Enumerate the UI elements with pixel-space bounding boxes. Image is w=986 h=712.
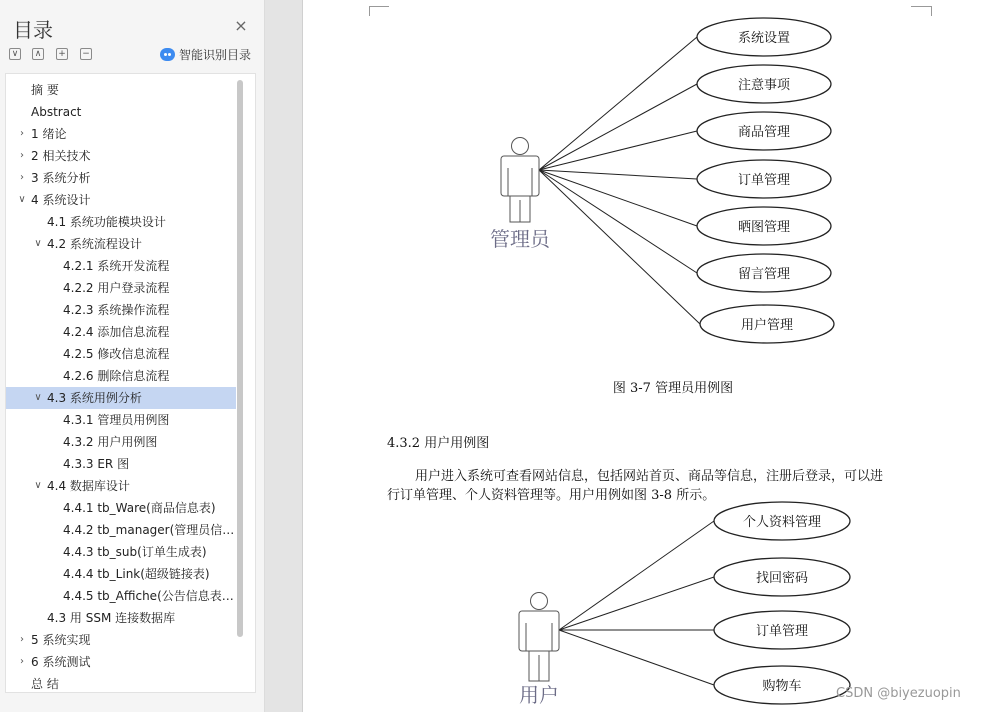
smart-toc-button[interactable] (160, 46, 251, 63)
figure-caption: 图 3-7 管理员用例图 (612, 381, 734, 396)
toc-item-label: 4.2.4 添加信息流程 (63, 325, 170, 339)
expand-icon[interactable]: + (56, 48, 68, 60)
use-case-label: 注意事项 (737, 78, 791, 93)
use-case-label: 用户管理 (740, 318, 794, 333)
toc-item[interactable] (6, 189, 236, 211)
toc-item-label: 4.4.4 tb_Link(超级链接表) (63, 567, 210, 581)
toc-item-label: 总 结 (31, 677, 59, 691)
use-case-diagrams (303, 0, 986, 712)
toc-list (5, 73, 256, 693)
section-heading: 4.3.2 用户用例图 (387, 436, 490, 451)
chevron-right-icon[interactable]: › (20, 656, 24, 667)
toc-item-label: 4.2.1 系统开发流程 (63, 259, 170, 273)
toc-item-label: 4.3.3 ER 图 (63, 457, 130, 471)
admin-actor-label: 管理员 (490, 227, 550, 251)
toc-item[interactable] (6, 123, 236, 145)
admin-use-cases (697, 18, 834, 343)
toc-item-label: 6 系统测试 (31, 655, 91, 669)
chevron-down-icon[interactable]: ∨ (34, 392, 42, 403)
toc-item[interactable] (6, 563, 236, 585)
toc-item-label: 4.4.5 tb_Affiche(公告信息表… (63, 589, 234, 603)
expand-level-icon[interactable]: ∧ (32, 48, 44, 60)
user-use-cases (714, 502, 850, 704)
toc-item-label: 4.3 用 SSM 连接数据库 (47, 611, 176, 625)
toc-item-label: 2 相关技术 (31, 149, 91, 163)
admin-actor-icon (501, 138, 539, 223)
toc-item-label: 摘 要 (31, 83, 59, 97)
robot-icon (160, 48, 175, 61)
toc-item[interactable] (6, 387, 236, 409)
toc-item[interactable] (6, 321, 236, 343)
toc-item-label: 4.3.1 管理员用例图 (63, 413, 170, 427)
toc-item[interactable] (6, 409, 236, 431)
collapse-all-icon[interactable]: ∨ (9, 48, 21, 60)
toc-item-label: 4 系统设计 (31, 193, 91, 207)
use-case-label: 系统设置 (737, 31, 791, 46)
toc-item[interactable] (6, 101, 236, 123)
association-line (559, 630, 714, 685)
toc-scrollbar[interactable] (237, 80, 243, 637)
toc-item-label: 4.2 系统流程设计 (47, 237, 142, 251)
use-case-label: 晒图管理 (737, 220, 791, 235)
admin-association-lines (539, 37, 700, 324)
toc-item[interactable] (6, 519, 236, 541)
toc-item-label: 4.4.2 tb_manager(管理员信… (63, 523, 235, 537)
watermark: CSDN @biyezuopin (836, 686, 961, 701)
association-line (539, 170, 700, 324)
chevron-right-icon[interactable]: › (20, 128, 24, 139)
collapse-icon[interactable]: − (80, 48, 92, 60)
chevron-right-icon[interactable]: › (20, 634, 24, 645)
use-case-label: 个人资料管理 (742, 515, 822, 530)
use-case-label: 购物车 (762, 679, 802, 694)
toc-item-label: Abstract (31, 105, 82, 119)
toc-item[interactable] (6, 541, 236, 563)
use-case-label: 留言管理 (737, 267, 791, 282)
toc-item[interactable] (6, 255, 236, 277)
toc-item-label: 4.4 数据库设计 (47, 479, 130, 493)
user-actor-label: 用户 (519, 683, 559, 707)
toc-item[interactable] (6, 299, 236, 321)
toc-item-label: 3 系统分析 (31, 171, 91, 185)
toc-item[interactable] (6, 497, 236, 519)
toc-item[interactable] (6, 629, 236, 651)
chevron-down-icon[interactable]: ∨ (18, 194, 26, 205)
chevron-right-icon[interactable]: › (20, 150, 24, 161)
toc-item[interactable] (6, 145, 236, 167)
use-case-label: 商品管理 (737, 125, 791, 140)
paragraph-line: 用户进入系统可查看网站信息，包括网站首页、商品等信息，注册后登录，可以进 (415, 469, 884, 484)
association-line (559, 521, 714, 630)
paragraph-line: 行订单管理、个人资料管理等。用户用例如图 3-8 所示。 (387, 488, 716, 503)
user-association-lines (559, 521, 714, 685)
close-icon[interactable]: × (234, 16, 248, 35)
toc-item[interactable] (6, 651, 236, 673)
association-line (559, 577, 714, 630)
chevron-down-icon[interactable]: ∨ (34, 480, 42, 491)
toc-item-label: 4.2.2 用户登录流程 (63, 281, 170, 295)
toc-item-label: 5 系统实现 (31, 633, 91, 647)
document-page (302, 0, 986, 712)
toc-item[interactable] (6, 453, 236, 475)
toc-item[interactable] (6, 673, 236, 693)
association-line (539, 170, 697, 226)
toc-item-label: 4.4.1 tb_Ware(商品信息表) (63, 501, 216, 515)
use-case-label: 订单管理 (755, 624, 809, 639)
association-line (539, 170, 697, 179)
toc-item[interactable] (6, 233, 236, 255)
toc-item-label: 4.3.2 用户用例图 (63, 435, 158, 449)
use-case-label: 订单管理 (737, 173, 791, 188)
toc-sidebar (0, 0, 265, 712)
toc-item[interactable] (6, 277, 236, 299)
toc-item[interactable] (6, 343, 236, 365)
user-actor-icon (519, 593, 559, 682)
toc-item-label: 4.3 系统用例分析 (47, 391, 142, 405)
toc-item[interactable] (6, 167, 236, 189)
use-case-label: 找回密码 (755, 571, 809, 586)
chevron-down-icon[interactable]: ∨ (34, 238, 42, 249)
association-line (539, 170, 697, 273)
toc-item-label: 4.4.3 tb_sub(订单生成表) (63, 545, 207, 559)
toc-item[interactable] (6, 365, 236, 387)
toc-title: 目录 (13, 18, 53, 42)
toc-item[interactable] (6, 585, 236, 607)
toc-item[interactable] (6, 607, 236, 629)
smart-toc-label: 智能识别目录 (179, 48, 252, 62)
chevron-right-icon[interactable]: › (20, 172, 24, 183)
toc-item[interactable] (6, 475, 236, 497)
association-line (539, 84, 697, 170)
toc-item-label: 4.2.3 系统操作流程 (63, 303, 170, 317)
toc-item[interactable] (6, 79, 236, 101)
toc-item[interactable] (6, 431, 236, 453)
toc-item-label: 1 绪论 (31, 127, 67, 141)
toc-item[interactable] (6, 211, 236, 233)
toc-item-label: 4.1 系统功能模块设计 (47, 215, 166, 229)
toc-item-label: 4.2.6 删除信息流程 (63, 369, 170, 383)
toc-item-label: 4.2.5 修改信息流程 (63, 347, 170, 361)
